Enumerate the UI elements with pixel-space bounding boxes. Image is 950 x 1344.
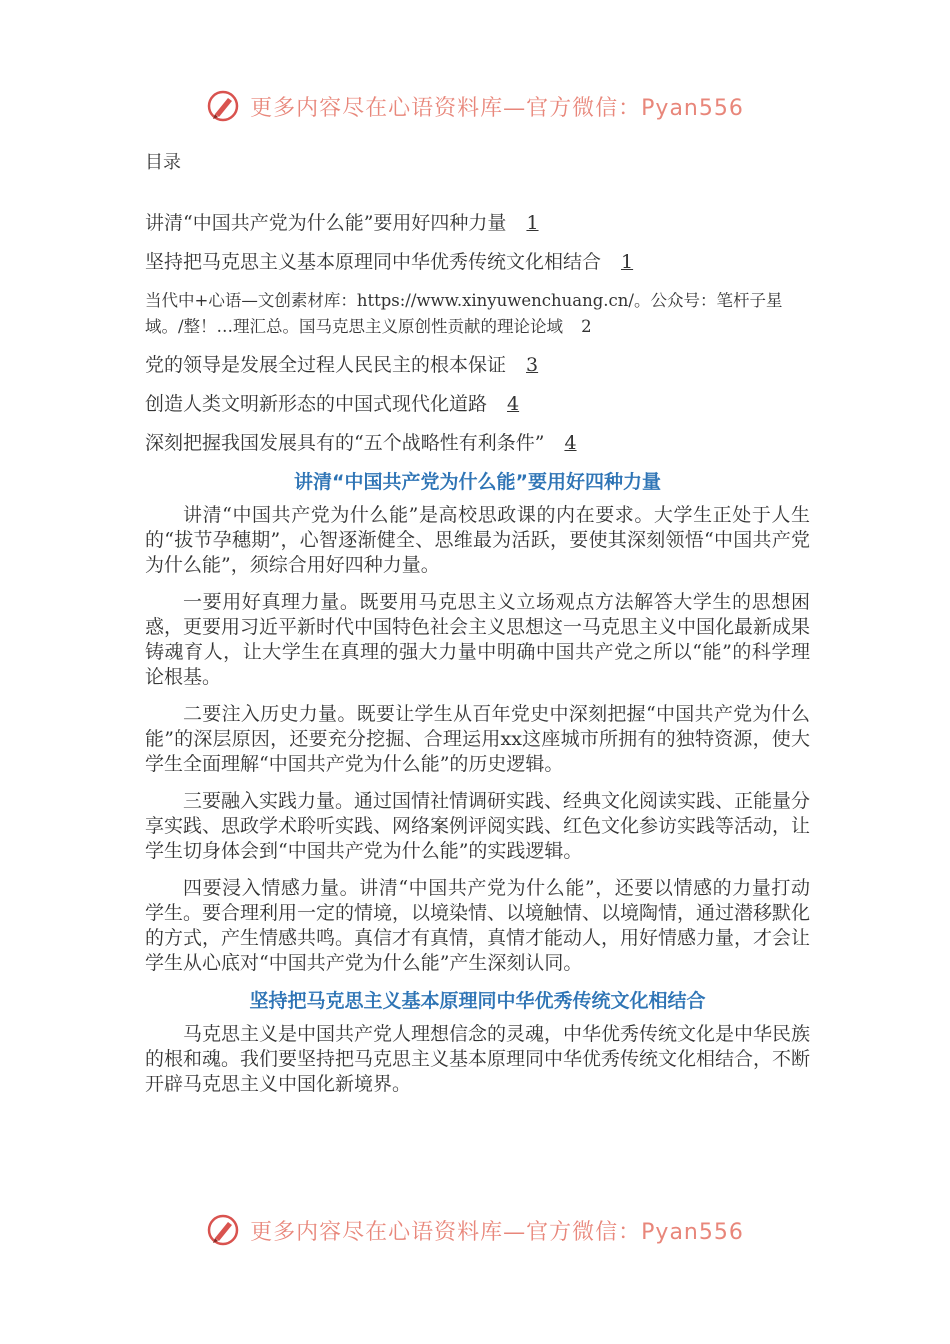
toc-page-number[interactable]: 1 (621, 251, 634, 273)
toc-item[interactable]: 当代中+心语—文创素材库：https://www.xinyuwenchuang.cn/。公众号：笔杆子星域。/整！…理汇总。国马克思主义原创性贡献的理论论域 2 (145, 291, 783, 336)
toc-page-number[interactable]: 2 (581, 317, 592, 336)
paragraph: 马克思主义是中国共产党人理想信念的灵魂，中华优秀传统文化是中华民族的根和魂。我们要坚持把马克思主义基本原理同中华优秀传统文化相结合，不断开辟马克思主义中国化新境界。 (145, 1023, 811, 1095)
toc-item[interactable]: 坚持把马克思主义基本原理同中华优秀传统文化相结合 1 (145, 251, 634, 273)
toc-page-number[interactable]: 4 (507, 393, 520, 415)
paragraph: 讲清“中国共产党为什么能”是高校思政课的内在要求。大学生正处于人生的“拔节孕穗期”，心智逐渐健全、思维最为活跃，要使其深刻领悟“中国共产党为什么能”，须综合用好四种力量。 (145, 504, 810, 576)
paragraph: 四要浸入情感力量。讲清“中国共产党为什么能”，还要以情感的力量打动学生。要合理利用一定的情境，以境染情、以境触情、以境陶情，通过潜移默化的方式，产生情感共鸣。真信才有真情，真情才能动人，用好情感力量，才会让学生从心底对“中国共产党为什么能”产生深刻认同。 (145, 877, 811, 974)
toc-page-number[interactable]: 3 (526, 354, 539, 376)
paragraph: 一要用好真理力量。既要用马克思主义立场观点方法解答大学生的思想困惑，更要用习近平新时代中国特色社会主义思想这一马克思主义中国化最新成果铸魂育人，让大学生在真理的强大力量中明确中国共产党之所以“能”的科学理论根基。 (145, 591, 811, 688)
toc-item[interactable]: 党的领导是发展全过程人民民主的根本保证 3 (145, 354, 539, 376)
paragraph: 三要融入实践力量。通过国情社情调研实践、经典文化阅读实践、正能量分享实践、思政学术聆听实践、网络案例评阅实践、红色文化参访实践等活动，让学生切身体会到“中国共产党为什么能”的实践逻辑。 (145, 790, 811, 862)
document-body (145, 140, 810, 1109)
toc-item[interactable]: 讲清“中国共产党为什么能”要用好四种力量 1 (145, 212, 539, 234)
watermark-text: 更多内容尽在心语资料库—官方微信：Pyan556 (250, 1219, 744, 1245)
paragraph: 二要注入历史力量。既要让学生从百年党史中深刻把握“中国共产党为什么能”的深层原因，还要充分挖掘、合理运用xx这座城市所拥有的独特资源，使大学生全面理解“中国共产党为什么能”的历史逻辑。 (145, 703, 810, 775)
toc-page-number[interactable]: 1 (526, 212, 539, 234)
watermark-header (0, 84, 950, 128)
section-heading: 坚持把马克思主义基本原理同中华优秀传统文化相结合 (249, 990, 706, 1012)
section-heading: 讲清“中国共产党为什么能”要用好四种力量 (294, 471, 661, 493)
toc-page-number[interactable]: 4 (564, 432, 577, 454)
pen-logo-icon (206, 89, 240, 123)
watermark-footer (0, 1208, 950, 1252)
watermark-text: 更多内容尽在心语资料库—官方微信：Pyan556 (250, 95, 744, 121)
toc-item[interactable]: 深刻把握我国发展具有的“五个战略性有利条件” 4 (145, 432, 577, 454)
toc-title: 目录 (145, 152, 181, 173)
toc-item[interactable]: 创造人类文明新形态的中国式现代化道路 4 (145, 393, 520, 415)
pen-logo-icon (206, 1213, 240, 1247)
